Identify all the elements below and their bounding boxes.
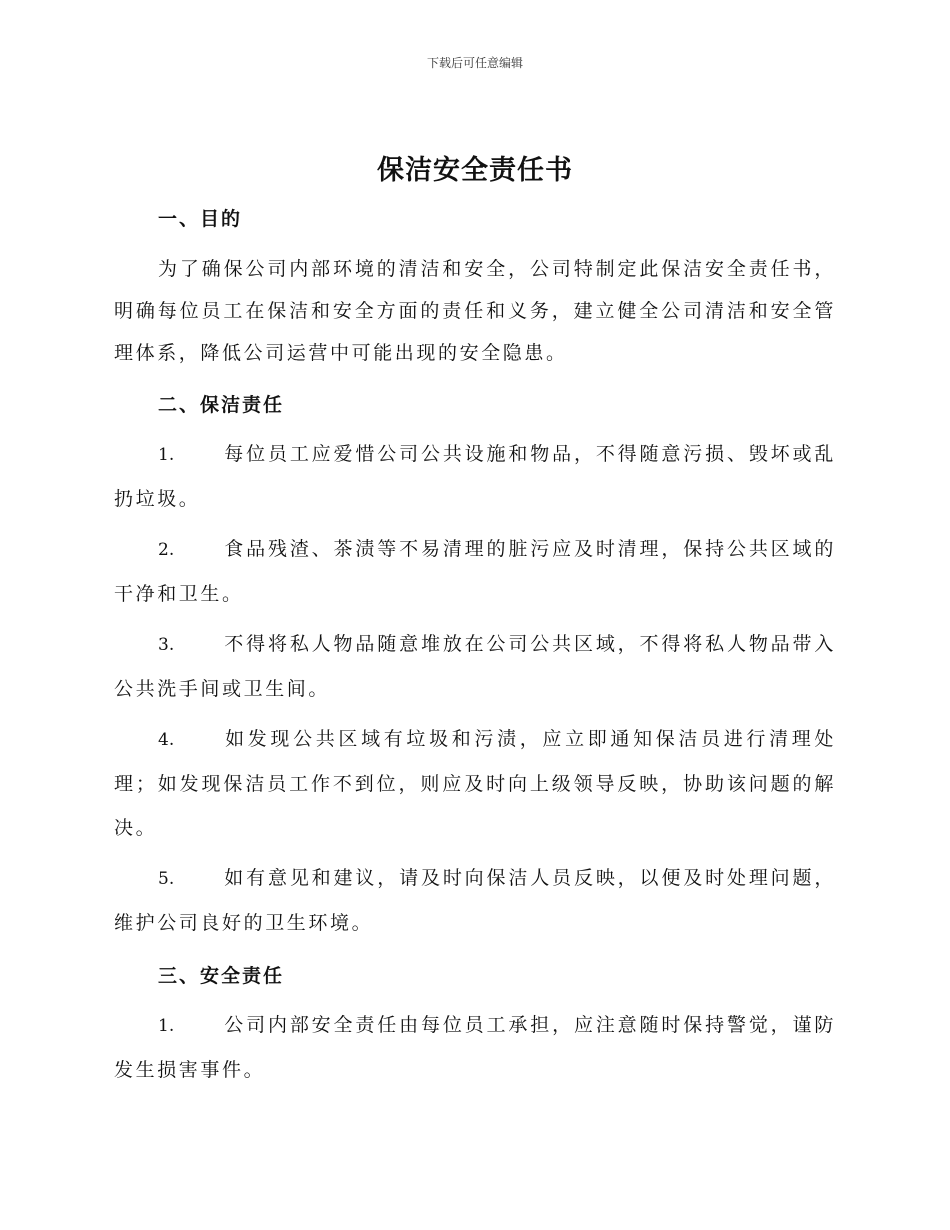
list-item [114, 717, 836, 850]
item-text: 每位员工应爱惜公司公共设施和物品，不得随意污损、毁坏或乱扔垃圾。 [114, 443, 836, 510]
list-item [114, 527, 836, 616]
item-number: 1. [158, 445, 175, 465]
item-text: 不得将私人物品随意堆放在公司公共区域，不得将私人物品带入公共洗手间或卫生间。 [114, 633, 836, 700]
item-number: 2. [158, 540, 175, 560]
item-number: 4. [158, 730, 175, 750]
item-number: 1. [158, 1016, 175, 1036]
item-text: 公司内部安全责任由每位员工承担，应注意随时保持警觉，谨防发生损害事件。 [114, 1014, 836, 1081]
item-number: 5. [158, 869, 175, 889]
list-item [114, 622, 836, 711]
document-body [114, 188, 836, 1094]
purpose-paragraph: 为了确保公司内部环境的清洁和安全，公司特制定此保洁安全责任书，明确每位员工在保洁和安全方面的责任和义务，建立健全公司清洁和安全管理体系，降低公司运营中可能出现的安全隐患。 [114, 258, 836, 364]
list-item [114, 856, 836, 945]
item-text: 如发现公共区域有垃圾和污渍，应立即通知保洁员进行清理处理；如发现保洁员工作不到位，则应及时向上级领导反映，协助该问题的解决。 [114, 728, 836, 839]
page-header: 下载后可任意编辑 [426, 56, 523, 70]
item-number: 3. [158, 635, 175, 655]
section-heading-safety: 三、安全责任 [158, 965, 285, 987]
list-item [114, 1003, 836, 1092]
section-heading-purpose: 一、目的 [158, 208, 243, 230]
item-text: 如有意见和建议，请及时向保洁人员反映，以便及时处理问题，维护公司良好的卫生环境。 [114, 867, 836, 934]
list-item [114, 432, 836, 521]
item-text: 食品残渣、茶渍等不易清理的脏污应及时清理，保持公共区域的干净和卫生。 [114, 538, 836, 605]
section-heading-cleaning: 二、保洁责任 [158, 394, 285, 416]
document-title: 保洁安全责任书 [377, 155, 573, 186]
